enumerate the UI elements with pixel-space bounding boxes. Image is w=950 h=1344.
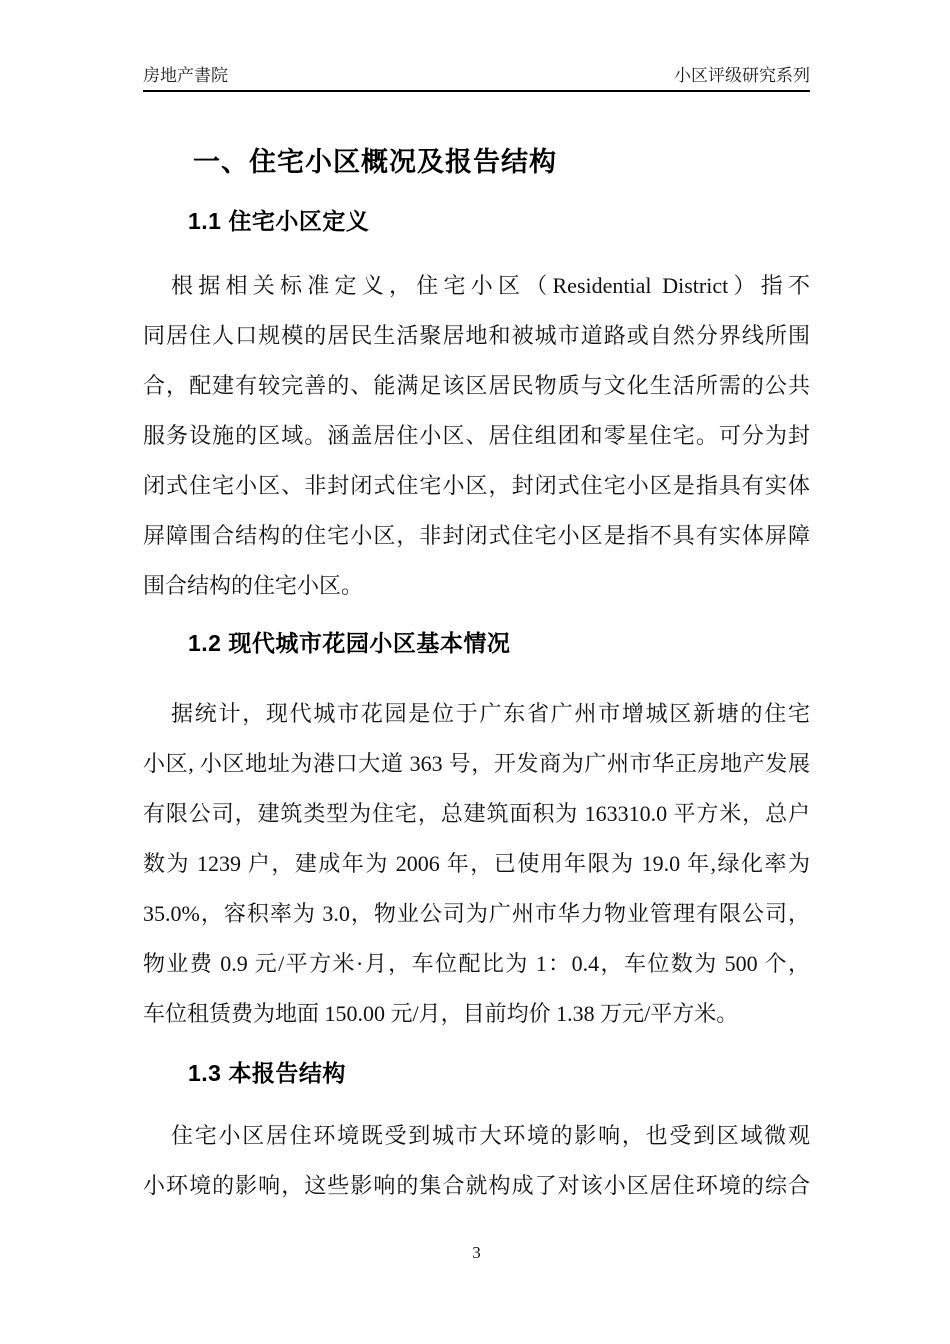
- text-line: 住宅小区居住环境既受到城市大环境的影响，也受到区域微观: [171, 1123, 810, 1148]
- text-line: 据统计，现代城市花园是位于广东省广州市增城区新塘的住宅: [171, 701, 810, 726]
- paragraph-1-3: [143, 1111, 810, 1211]
- text-line: 物业费 0.9 元/平方米·月，车位配比为 1：0.4，车位数为 500 个，: [143, 951, 810, 976]
- text-line: 闭式住宅小区、非封闭式住宅小区，封闭式住宅小区是指具有实体: [143, 473, 810, 498]
- text-line: 车位租赁费为地面 150.00 元/月，目前均价 1.38 万元/平方米。: [143, 1001, 739, 1026]
- text-line: 数为 1239 户，建成年为 2006 年，已使用年限为 19.0 年,绿化率为: [143, 851, 810, 876]
- text-line: 小环境的影响，这些影响的集合就构成了对该小区居住环境的综合: [143, 1173, 810, 1198]
- paragraph-1-2: [143, 689, 810, 1039]
- text-line: 围合结构的住宅小区。: [143, 573, 364, 598]
- text-line: 同居住人口规模的居民生活聚居地和被城市道路或自然分界线所围: [143, 323, 810, 348]
- text-line: 35.0%，容积率为 3.0，物业公司为广州市华力物业管理有限公司，: [143, 901, 810, 926]
- page-number: 3: [472, 1243, 481, 1262]
- paragraph-1-1: [143, 261, 810, 611]
- section-heading-1-2: 1.2 现代城市花园小区基本情况: [188, 630, 511, 656]
- section-heading-1-1: 1.1 住宅小区定义: [188, 208, 370, 234]
- text-line: 有限公司，建筑类型为住宅，总建筑面积为 163310.0 平方米，总户: [143, 801, 810, 826]
- header-left-text: 房地产書院: [143, 66, 228, 85]
- header-right-text: 小区评级研究系列: [674, 66, 810, 85]
- text-line: 小区, 小区地址为港口大道 363 号，开发商为广州市华正房地产发展: [143, 751, 810, 776]
- page-header: [143, 66, 810, 92]
- page-footer: [143, 1243, 810, 1263]
- text-line: 合，配建有较完善的、能满足该区居民物质与文化生活所需的公共: [143, 373, 810, 398]
- section-heading-1-3: 1.3 本报告结构: [188, 1060, 346, 1086]
- text-line: 屏障围合结构的住宅小区，非封闭式住宅小区是指不具有实体屏障: [143, 523, 810, 548]
- text-line: 服务设施的区域。涵盖居住小区、居住组团和零星住宅。可分为封: [143, 423, 810, 448]
- chapter-title: 一、住宅小区概况及报告结构: [193, 147, 557, 177]
- text-line: 根据相关标准定义，住宅小区（Residential District）指不: [171, 273, 810, 298]
